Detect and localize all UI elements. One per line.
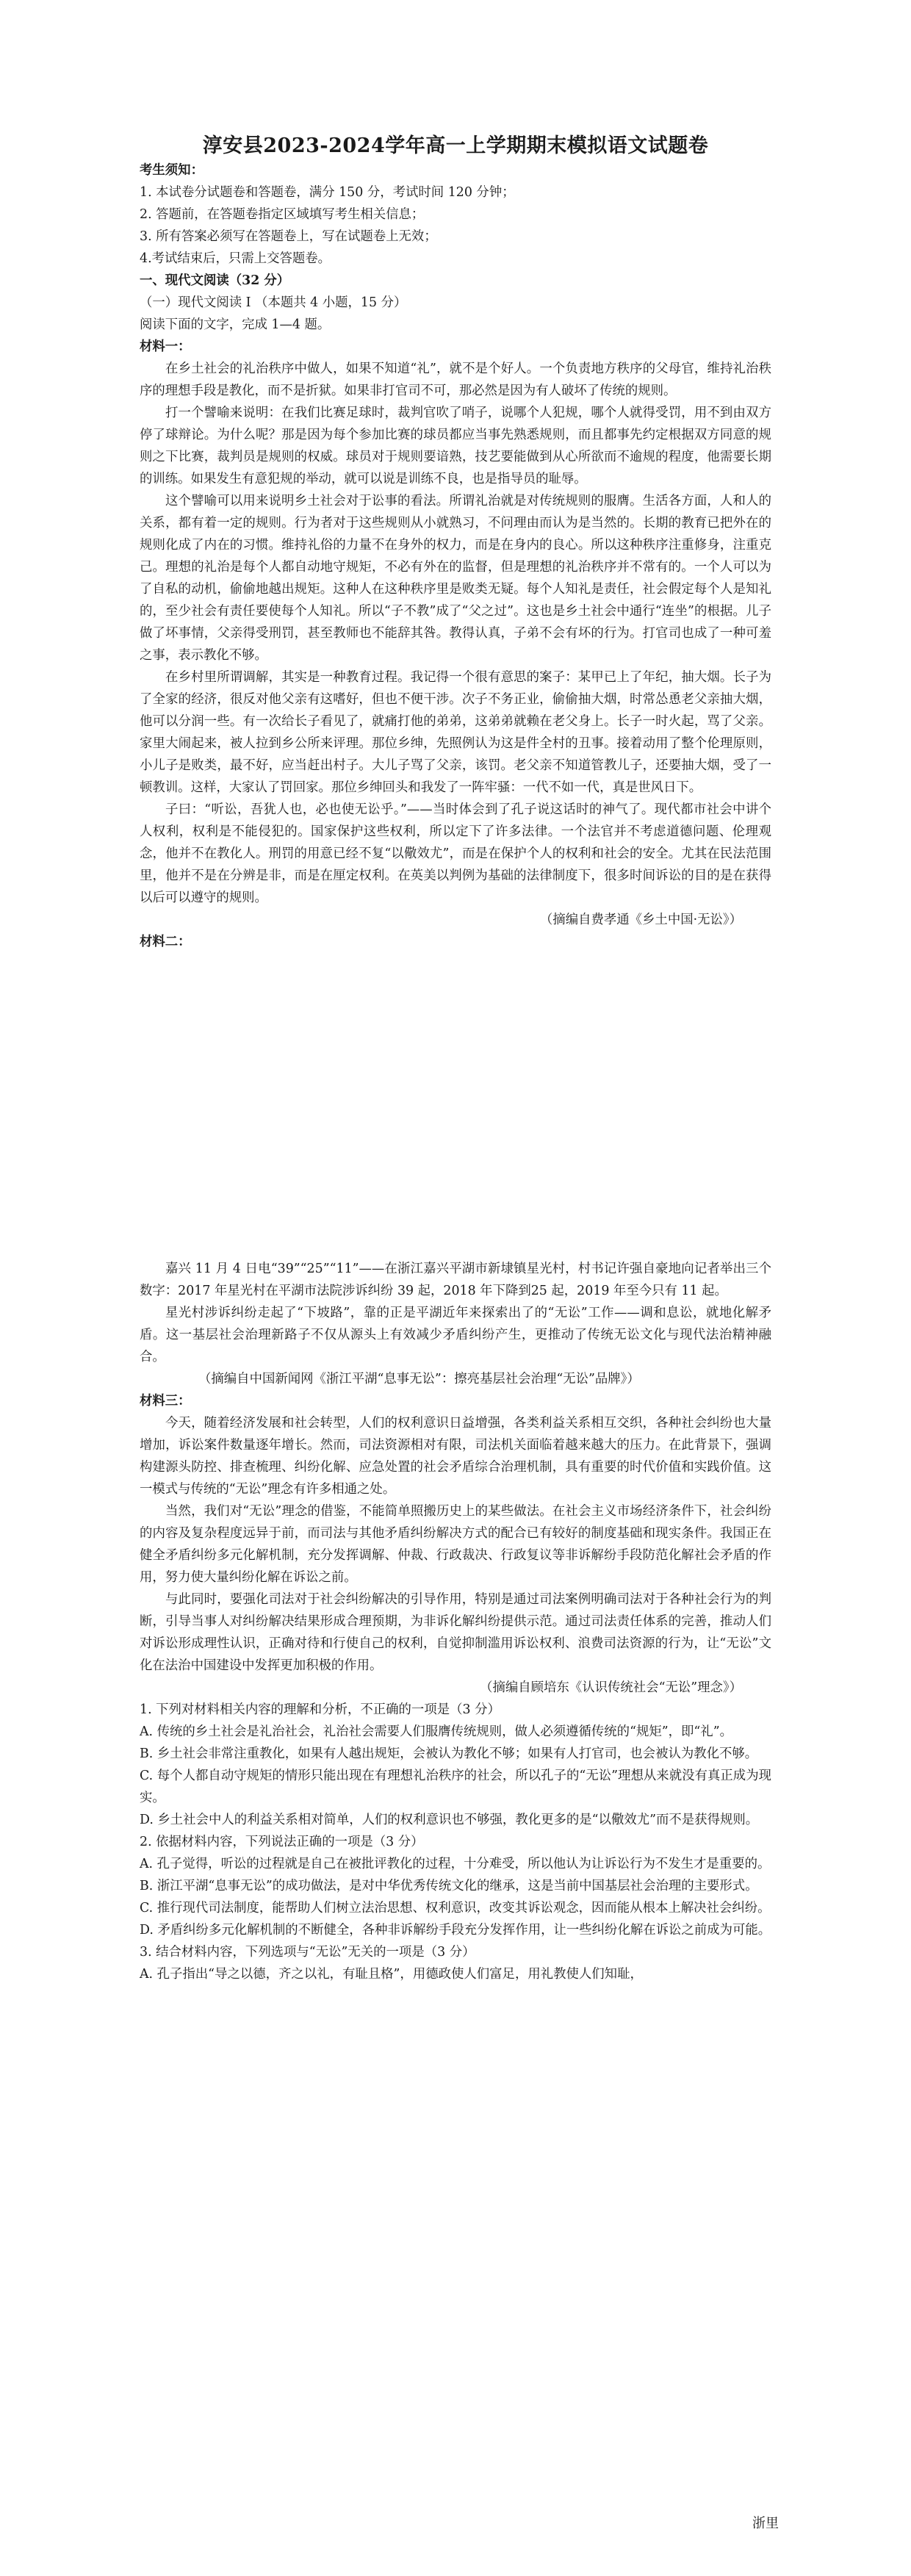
question-stem: 1. 下列对材料相关内容的理解和分析，不正确的一项是（3 分）: [140, 1702, 500, 1717]
question-option: B. 乡土社会非常注重教化，如果有人越出规矩，会被认为教化不够；如果有人打官司，也会被认为教化不够。: [140, 1746, 758, 1761]
material-one-paragraph: 在乡土社会的礼治秩序中做人，如果不知道“礼”，就不是个好人。一个负责地方秩序的父母官，维持礼治秩序的理想手段是教化，而不是折狱。如果非打官司不可，那必然是因为有人破坏了传统的规则。: [140, 361, 771, 398]
material-two-three-and-questions: [140, 1258, 771, 1985]
section-instruction: 阅读下面的文字，完成 1—4 题。: [140, 317, 331, 332]
question-option: B. 浙江平湖“息事无讼”的成功做法，是对中华优秀传统文化的继承，这是当前中国基层社会治理的主要形式。: [140, 1879, 758, 1893]
notice-item: 2. 答题前，在答题卷指定区域填写考生相关信息；: [140, 207, 425, 222]
page-footer: 浙里: [752, 2516, 779, 2531]
exam-title: 淳安县2023-2024学年高一上学期期末模拟语文试题卷: [202, 134, 709, 157]
material-one-paragraph: 子曰：“听讼，吾犹人也，必也使无讼乎。”——当时体会到了孔子说这话时的神气了。现代都市社会中讲个人权利，权利是不能侵犯的。国家保护这些权利，所以定下了许多法律。一个法官并不考虑道德问题、伦理观念，他并不在教化人。刑罚的用意已经不复“以儆效尤”，而是在保护个人的权利和社会的安全。尤其在民法范围里，他并不是在分辨是非，而是在厘定权利。在英美以判例为基础的法律制度下，很多时间诉讼的目的是在获得以后可以遵守的规则。: [140, 802, 771, 905]
question-option: A. 传统的乡土社会是礼治社会，礼治社会需要人们服膺传统规则，做人必须遵循传统的“规矩”，即“礼”。: [140, 1724, 732, 1739]
material-three-paragraph: 当然，我们对“无讼”理念的借鉴，不能简单照搬历史上的某些做法。在社会主义市场经济条件下，社会纠纷的内容及复杂程度远异于前，而司法与其他矛盾纠纷解决方式的配合已有较好的制度基础和现实条件。我国正在健全矛盾纠纷多元化解机制，充分发挥调解、仲裁、行政裁决、行政复议等非诉解纷手段防范化解社会矛盾的作用，努力使大量纠纷化解在诉讼之前。: [140, 1504, 771, 1585]
question-stem: 3. 结合材料内容，下列选项与“无讼”无关的一项是（3 分）: [140, 1945, 475, 1960]
material-three-label: 材料三：: [140, 1394, 191, 1408]
material-two-source: （摘编自中国新闻网《浙江平湖“息事无讼”：擦亮基层社会治理“无讼”品牌》）: [198, 1372, 640, 1386]
notice-heading: 考生须知：: [140, 163, 204, 178]
section-subheading: （一）现代文阅读 I （本题共 4 小题，15 分）: [140, 295, 407, 310]
material-one-paragraph: 在乡村里所谓调解，其实是一种教育过程。我记得一个很有意思的案子：某甲已上了年纪，抽大烟。长子为了全家的经济，很反对他父亲有这嗜好，但也不便干涉。次子不务正业，偷偷抽大烟，时常怂恿老父亲抽大烟，他可以分润一些。有一次给长子看见了，就痛打他的弟弟，这弟弟就赖在老父身上。长子一时火起，骂了父亲。家里大闹起来，被人拉到乡公所来评理。那位乡绅，先照例认为这是件全村的丑事。接着动用了整个伦理原则，小儿子是败类，最不好，应当赶出村子。大儿子骂了父亲，该罚。老父亲不知道管教儿子，还要抽大烟，受了一顿教训。这样，大家认了罚回家。那位乡绅回头和我发了一阵牢骚：一代不如一代，真是世风日下。: [140, 670, 771, 795]
question-option: D. 乡土社会中人的利益关系相对简单，人们的权利意识也不够强，教化更多的是“以儆效尤”而不是获得规则。: [140, 1813, 759, 1827]
question-option: A. 孔子觉得，听讼的过程就是自己在被批评教化的过程，十分难受，所以他认为让诉讼行为不发生才是重要的。: [140, 1857, 771, 1871]
material-one-source: （摘编自费孝通《乡土中国·无讼》）: [539, 913, 742, 927]
material-two-label: 材料二：: [140, 935, 191, 949]
question-stem: 2. 依据材料内容，下列说法正确的一项是（3 分）: [140, 1835, 424, 1849]
material-two-image-area: [140, 856, 771, 1231]
question-option: C. 每个人都自动守规矩的情形只能出现在有理想礼治秩序的社会，所以孔子的“无讼”理想从来就没有真正成为现实。: [140, 1769, 771, 1805]
question-option: A. 孔子指出“导之以德，齐之以礼，有耻且格”，用德政使人们富足，用礼教使人们知耻，: [140, 1967, 643, 1982]
material-three-paragraph: 与此同时，要强化司法对于社会纠纷解决的引导作用，特别是通过司法案例明确司法对于各种社会行为的判断，引导当事人对纠纷解决结果形成合理预期，为非诉化解纠纷提供示范。通过司法责任体系的完善，推动人们对诉讼形成理性认识，正确对待和行使自己的权利，自觉抑制滥用诉讼权利、浪费司法资源的行为，让“无讼”文化在法治中国建设中发挥更加积极的作用。: [140, 1592, 771, 1673]
question-option: D. 矛盾纠纷多元化解机制的不断健全，各种非诉解纷手段充分发挥作用，让一些纠纷化解在诉讼之前成为可能。: [140, 1923, 771, 1938]
material-three-source: （摘编自顾培东《认识传统社会“无讼”理念》）: [480, 1680, 742, 1695]
notice-item: 3. 所有答案必须写在答题卷上，写在试题卷上无效；: [140, 229, 437, 244]
section-heading: 一、现代文阅读（32 分）: [140, 273, 290, 288]
material-two-paragraph: 星光村涉诉纠纷走起了“下坡路”，靠的正是平湖近年来探索出了的“无讼”工作——调和息讼，就地化解矛盾。这一基层社会治理新路子不仅从源头上有效减少矛盾纠纷产生，更推动了传统无讼文化与现代法治精神融合。: [140, 1306, 771, 1364]
notice-item: 4.考试结束后，只需上交答题卷。: [140, 251, 331, 266]
material-one-label: 材料一：: [140, 339, 191, 354]
material-one-paragraph: 打一个譬喻来说明：在我们比赛足球时，裁判官吹了哨子，说哪个人犯规，哪个人就得受罚，用不到由双方停了球辩论。为什么呢？那是因为每个参加比赛的球员都应当事先熟悉规则，而且都事先约定根据双方同意的规则之下比赛，裁判员是规则的权威。球员对于规则要谙熟，技艺要能做到从心所欲而不逾规的程度，他需要长期的训练。如果发生有意犯规的举动，就可以说是训练不良，也是指导员的耻辱。: [140, 406, 771, 486]
material-two-paragraph: 嘉兴 11 月 4 日电“39”“25”“11”——在浙江嘉兴平湖市新埭镇星光村，村书记许强自豪地向记者举出三个数字：2017 年星光村在平湖市法院涉诉纠纷 39 起，2018 年下降到25 起，2019 年至今只有 11 起。: [140, 1262, 771, 1298]
notice-item: 1. 本试卷分试题卷和答题卷，满分 150 分，考试时间 120 分钟；: [140, 185, 515, 200]
material-three-paragraph: 今天，随着经济发展和社会转型，人们的权利意识日益增强，各类利益关系相互交织，各种社会纠纷也大量增加，诉讼案件数量逐年增长。然而，司法资源相对有限，司法机关面临着越来越大的压力。在此背景下，强调构建源头防控、排查梳理、纠纷化解、应急处置的社会矛盾综合治理机制，具有重要的时代价值和实践价值。这一模式与传统的“无讼”理念有许多相通之处。: [140, 1416, 771, 1497]
notice-and-material-one: [140, 159, 771, 953]
material-one-paragraph: 这个譬喻可以用来说明乡土社会对于讼事的看法。所谓礼治就是对传统规则的服膺。生活各方面，人和人的关系，都有着一定的规则。行为者对于这些规则从小就熟习，不问理由而认为是当然的。长期的教育已把外在的规则化成了内在的习惯。维持礼俗的力量不在身外的权力，而是在身内的良心。所以这种秩序注重修身，注重克己。理想的礼治是每个人都自动地守规矩，不必有外在的监督，但是理想的礼治秩序并不常有的。一个人可以为了自私的动机，偷偷地越出规矩。这种人在这种秩序里是败类无疑。每个人知礼是责任，社会假定每个人是知礼的，至少社会有责任要使每个人知礼。所以“子不教”成了“父之过”。这也是乡土社会中通行“连坐”的根据。儿子做了坏事情，父亲得受刑罚，甚至教师也不能辞其咎。教得认真，子弟不会有坏的行为。打官司也成了一种可羞之事，表示教化不够。: [140, 494, 771, 663]
question-option: C. 推行现代司法制度，能帮助人们树立法治思想、权利意识，改变其诉讼观念，因而能从根本上解决社会纠纷。: [140, 1901, 771, 1915]
